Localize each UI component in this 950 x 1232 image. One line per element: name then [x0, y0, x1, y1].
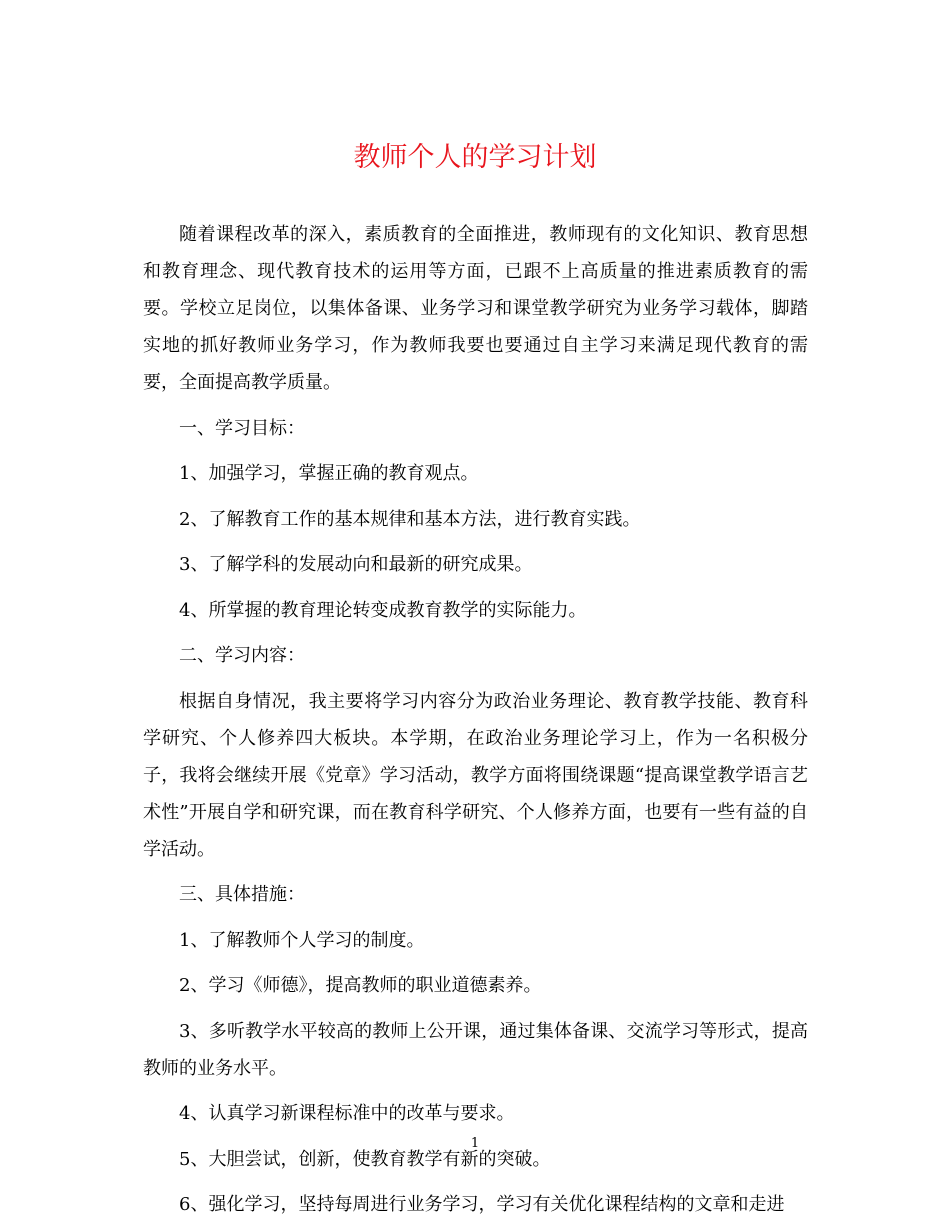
goal-item-3: 3、了解学科的发展动向和最新的研究成果。	[179, 554, 533, 575]
goal-item-4: 4、所掌握的教育理论转变成教育教学的实际能力。	[179, 599, 587, 621]
measure-item-3: 3、多听教学水平较高的教师上公开课，通过集体备课、交流学习等形式，提高教师的业务水平。	[143, 1020, 808, 1079]
heading-learning-content: 二、学习内容：	[179, 645, 305, 666]
document-title: 教师个人的学习计划	[353, 142, 597, 173]
goal-item-1: 1、加强学习，掌握正确的教育观点。	[179, 463, 479, 484]
paragraph-learning-content: 根据自身情况，我主要将学习内容分为政治业务理论、教育教学技能、教育科学研究、个人修养四大板块。本学期，在政治业务理论学习上，作为一名积极分子，我将会继续开展《党章》学习活动，教学方面将围绕课题“提高课堂教学语言艺术性”开展自学和研究课，而在教育科学研究、个人修养方面，也要有一些有益的自学活动。	[143, 690, 808, 860]
measure-item-2: 2、学习《师德》，提高教师的职业道德素养。	[179, 975, 542, 996]
measure-item-1: 1、了解教师个人学习的制度。	[179, 929, 425, 951]
document-body	[143, 216, 808, 1232]
goal-item-2: 2、了解教育工作的基本规律和基本方法，进行教育实践。	[179, 508, 641, 530]
measure-item-4: 4、认真学习新课程标准中的改革与要求。	[179, 1103, 515, 1124]
paragraph-intro: 随着课程改革的深入，素质教育的全面推进，教师现有的文化知识、教育思想和教育理念、现代教育技术的运用等方面，已跟不上高质量的推进素质教育的需要。学校立足岗位，以集体备课、业务学习和课堂教学研究为业务学习载体，脚踏实地的抓好教师业务学习，作为教师我要也要通过自主学习来满足现代教育的需要，全面提高教学质量。	[143, 224, 808, 393]
measure-item-5: 5、大胆尝试，创新，使教育教学有新的突破。	[179, 1148, 551, 1170]
page-number: 1	[470, 1136, 480, 1151]
heading-measures: 三、具体措施：	[179, 884, 305, 905]
measure-item-6: 6、强化学习，坚持每周进行业务学习，学习有关优化课程结构的文章和走进	[179, 1194, 785, 1215]
heading-learning-goals: 一、学习目标：	[179, 417, 305, 439]
